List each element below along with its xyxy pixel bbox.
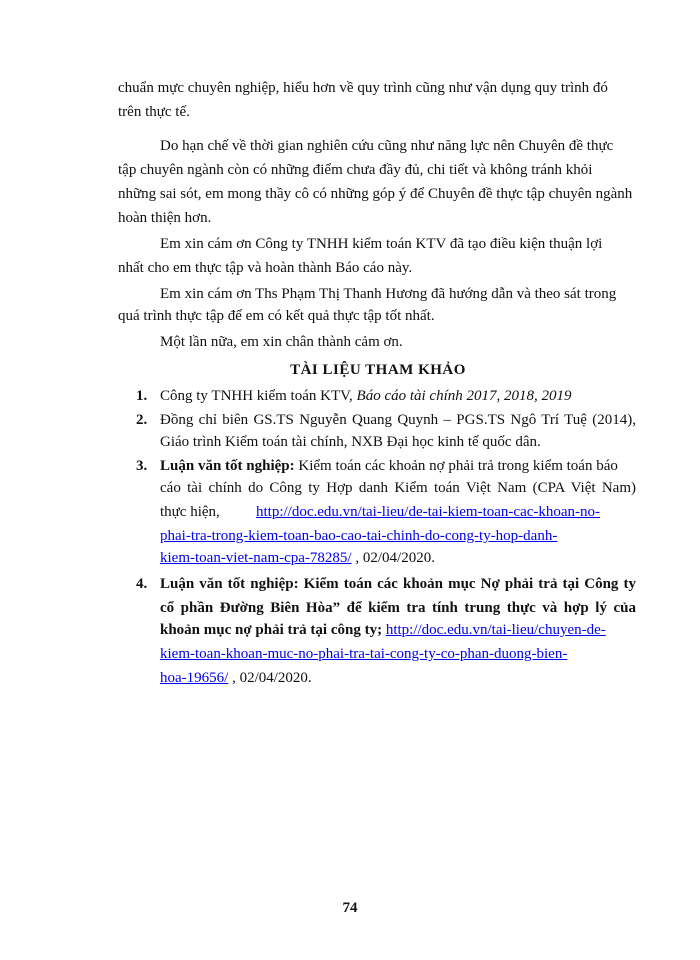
reference-line	[160, 644, 636, 664]
reference-line	[160, 548, 636, 568]
page-number: 74	[342, 900, 358, 916]
reference-url-link[interactable]: http://doc.edu.vn/tai-lieu/chuyen-de-	[385, 622, 606, 638]
reference-url-link[interactable]: hoa-19656/	[160, 670, 229, 686]
reference-url-link[interactable]: kiem-toan-khoan-muc-no-phai-tra-tai-cong-ty-co-phan-duong-bien-	[160, 646, 568, 662]
reference-number: 4.	[136, 576, 148, 592]
paragraph-line: nhất cho em thực tập và hoàn thành Báo cáo này.	[118, 260, 413, 276]
reference-date: , 02/04/2020.	[228, 670, 312, 686]
paragraph-line: Một lần nữa, em xin chân thành cảm ơn.	[160, 334, 403, 350]
reference-line	[160, 456, 636, 476]
reference-text: Công ty TNHH kiểm toán KTV,	[160, 388, 357, 404]
reference-date: , 02/04/2020.	[351, 550, 435, 566]
paragraph-line: hoàn thiện hơn.	[118, 210, 212, 226]
paragraph-line: tập chuyên ngành còn có những điểm chưa đầy đủ, chi tiết và không tránh khỏi	[118, 162, 593, 178]
reference-line	[160, 620, 636, 640]
paragraph-line: Em xin cám ơn Công ty TNHH kiểm toán KTV đã tạo điều kiện thuận lợi	[160, 236, 603, 252]
reference-line	[160, 386, 636, 406]
reference-number: 3.	[136, 458, 148, 474]
paragraph-line: Do hạn chế về thời gian nghiên cứu cũng như năng lực nên Chuyên đề thực	[160, 138, 614, 154]
reference-line: cáo tài chính do Công ty Hợp danh Kiểm toán Việt Nam (CPA Việt Nam)	[160, 480, 636, 496]
reference-url-link[interactable]: phai-tra-trong-kiem-toan-bao-cao-tai-chinh-do-cong-ty-hop-danh-	[160, 528, 558, 544]
paragraph-line: chuẩn mực chuyên nghiệp, hiểu hơn về quy trình cũng như vận dụng quy trình đó	[118, 80, 608, 96]
reference-line	[160, 502, 636, 522]
reference-text: thực hiện,	[160, 504, 220, 520]
paragraph-line: những sai sót, em mong thầy cô có những góp ý để Chuyên đề thực tập chuyên ngành	[118, 186, 633, 202]
references-heading: TÀI LIỆU THAM KHẢO	[290, 362, 466, 378]
reference-number: 2.	[136, 412, 148, 428]
reference-number: 1.	[136, 388, 148, 404]
paragraph-line: trên thực tế.	[118, 104, 190, 120]
reference-url-link[interactable]: kiem-toan-viet-nam-cpa-78285/	[160, 550, 352, 566]
reference-label-bold: Luận văn tốt nghiệp:	[160, 458, 295, 474]
reference-line: cổ phần Đường Biên Hòa” để kiểm tra tính trung thực và hợp lý của	[160, 600, 636, 616]
paragraph-line: quá trình thực tập để em có kết quả thực tập tốt nhất.	[118, 308, 435, 324]
reference-line	[160, 668, 636, 688]
reference-line: Đồng chỉ biên GS.TS Nguyễn Quang Quynh – PGS.TS Ngô Trí Tuệ (2014),	[160, 412, 636, 428]
reference-line	[160, 526, 636, 546]
reference-label-bold: khoản mục nợ phải trả tại công ty;	[160, 622, 383, 638]
reference-line: Luận văn tốt nghiệp: Kiểm toán các khoản mục Nợ phải trả tại Công ty	[160, 576, 636, 592]
reference-title-italic: Báo cáo tài chính 2017, 2018, 2019	[356, 388, 572, 404]
paragraph-line: Em xin cám ơn Ths Phạm Thị Thanh Hương đã hướng dẫn và theo sát trong	[160, 286, 617, 302]
reference-url-link[interactable]: http://doc.edu.vn/tai-lieu/de-tai-kiem-toan-cac-khoan-no-	[256, 504, 601, 520]
reference-text: Kiểm toán các khoản nợ phải trả trong kiểm toán báo	[294, 458, 618, 474]
reference-line: Giáo trình Kiểm toán tài chính, NXB Đại học kinh tế quốc dân.	[160, 434, 541, 450]
